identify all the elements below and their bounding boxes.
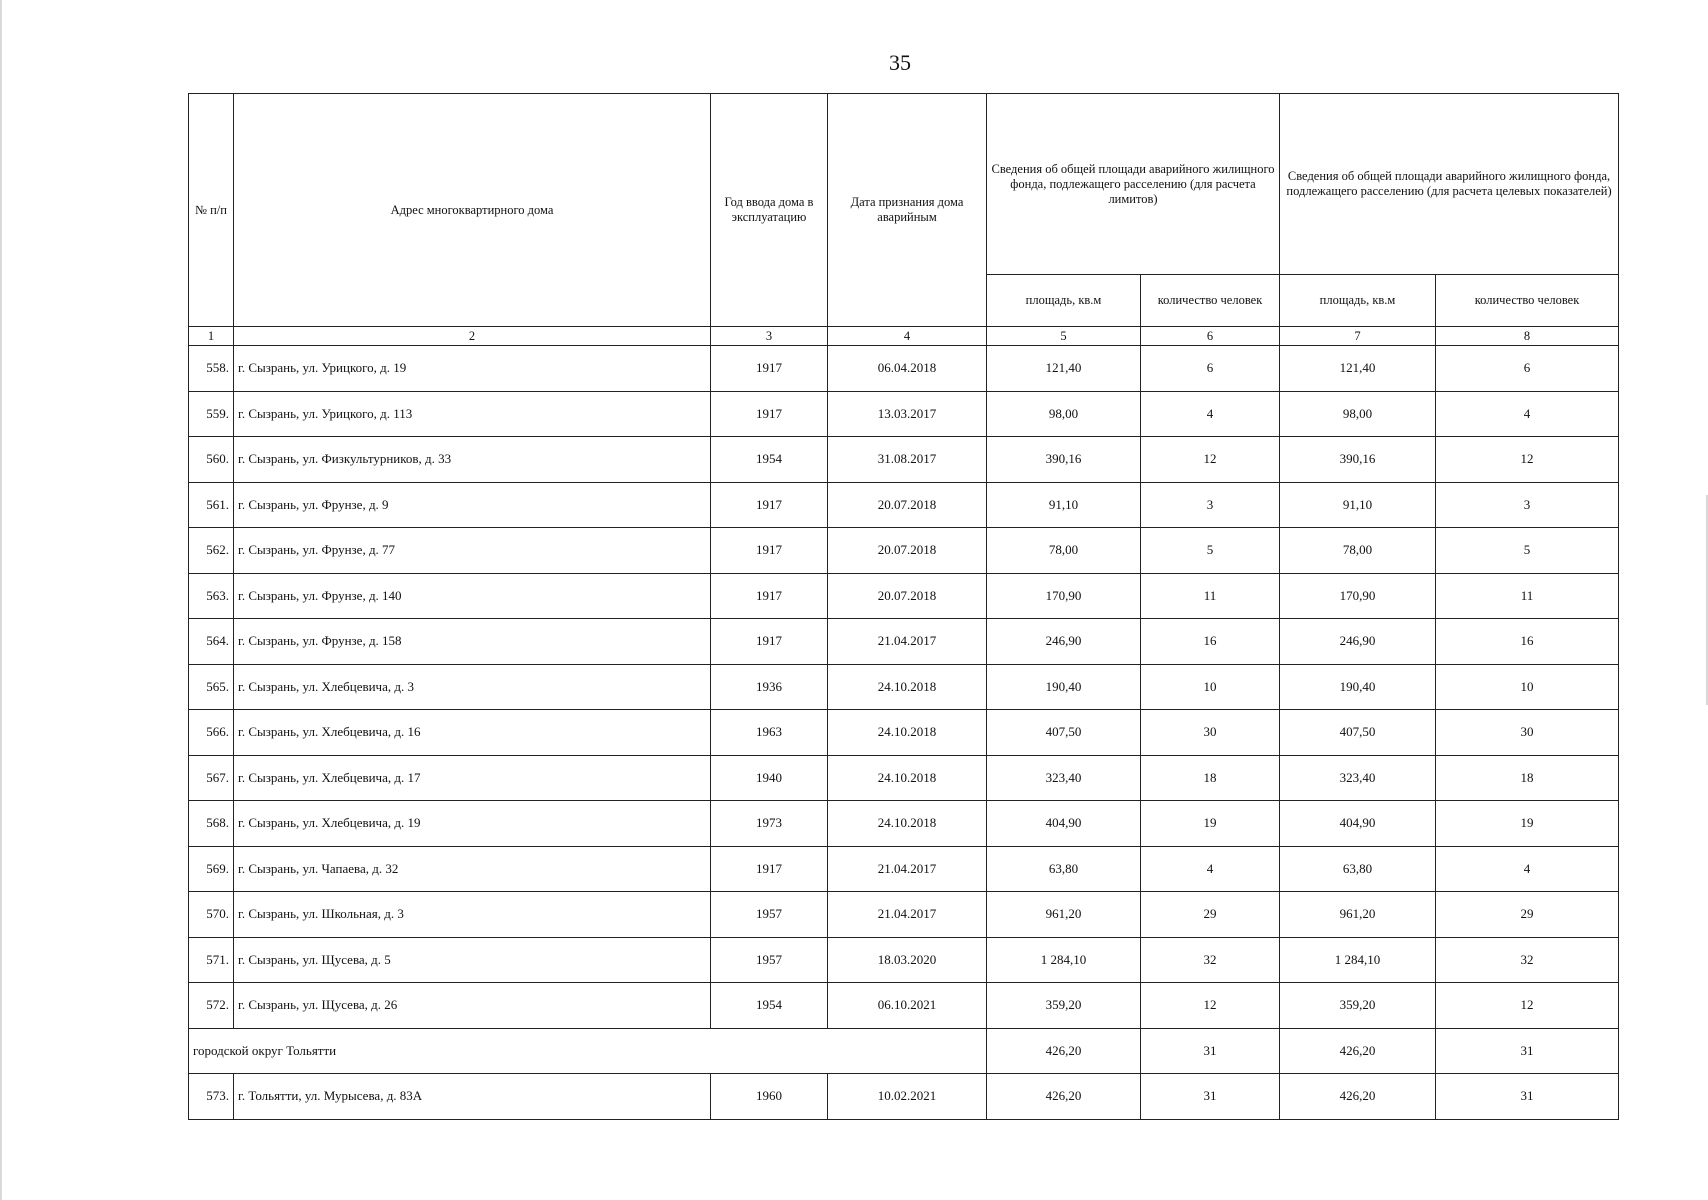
row-people-limits: 30 — [1141, 710, 1280, 756]
row-date: 18.03.2020 — [828, 937, 987, 983]
row-area-limits: 170,90 — [987, 573, 1141, 619]
row-date: 21.04.2017 — [828, 846, 987, 892]
table-row — [189, 573, 1619, 619]
group-row — [189, 1028, 1619, 1074]
row-area-limits: 98,00 — [987, 391, 1141, 437]
scan-edge-left — [0, 0, 2, 1200]
table-row — [189, 755, 1619, 801]
row-people-limits: 3 — [1141, 482, 1280, 528]
row-number: 573. — [189, 1074, 234, 1120]
column-number: 8 — [1436, 327, 1619, 346]
row-area-targets: 426,20 — [1280, 1074, 1436, 1120]
row-area-targets: 961,20 — [1280, 892, 1436, 938]
row-area-targets: 63,80 — [1280, 846, 1436, 892]
table-row — [189, 482, 1619, 528]
table-body — [189, 346, 1619, 1120]
row-area-targets: 390,16 — [1280, 437, 1436, 483]
header-area-targets: площадь, кв.м — [1280, 275, 1436, 327]
row-year: 1957 — [711, 937, 828, 983]
header-year: Год ввода дома в эксплуатацию — [711, 94, 828, 327]
row-number: 572. — [189, 983, 234, 1029]
row-area-targets: 359,20 — [1280, 983, 1436, 1029]
row-people-targets: 4 — [1436, 846, 1619, 892]
row-people-limits: 16 — [1141, 619, 1280, 665]
row-year: 1957 — [711, 892, 828, 938]
table-row — [189, 391, 1619, 437]
row-date: 06.10.2021 — [828, 983, 987, 1029]
row-area-limits: 961,20 — [987, 892, 1141, 938]
header-people-limits: количество человек — [1141, 275, 1280, 327]
row-number: 561. — [189, 482, 234, 528]
row-area-targets: 78,00 — [1280, 528, 1436, 574]
row-area-limits: 190,40 — [987, 664, 1141, 710]
row-date: 13.03.2017 — [828, 391, 987, 437]
row-area-limits: 246,90 — [987, 619, 1141, 665]
row-people-targets: 12 — [1436, 437, 1619, 483]
row-date: 24.10.2018 — [828, 755, 987, 801]
table-row — [189, 846, 1619, 892]
row-area-limits: 91,10 — [987, 482, 1141, 528]
row-area-targets: 404,90 — [1280, 801, 1436, 847]
column-number: 7 — [1280, 327, 1436, 346]
row-area-targets: 170,90 — [1280, 573, 1436, 619]
row-people-targets: 10 — [1436, 664, 1619, 710]
table-row — [189, 892, 1619, 938]
row-people-limits: 5 — [1141, 528, 1280, 574]
row-address: г. Сызрань, ул. Урицкого, д. 113 — [234, 391, 711, 437]
header-group-targets: Сведения об общей площади аварийного жилищного фонда, подлежащего расселению (для расчета целевых показателей) — [1280, 94, 1619, 275]
row-number: 560. — [189, 437, 234, 483]
row-people-targets: 19 — [1436, 801, 1619, 847]
row-area-limits: 323,40 — [987, 755, 1141, 801]
row-number: 569. — [189, 846, 234, 892]
row-people-limits: 19 — [1141, 801, 1280, 847]
row-people-targets: 11 — [1436, 573, 1619, 619]
group-people-limits: 31 — [1141, 1028, 1280, 1074]
row-area-limits: 426,20 — [987, 1074, 1141, 1120]
row-date: 24.10.2018 — [828, 664, 987, 710]
header-address: Адрес многоквартирного дома — [234, 94, 711, 327]
row-area-limits: 121,40 — [987, 346, 1141, 392]
header-people-targets: количество человек — [1436, 275, 1619, 327]
row-date: 20.07.2018 — [828, 528, 987, 574]
header-area-limits: площадь, кв.м — [987, 275, 1141, 327]
row-area-targets: 407,50 — [1280, 710, 1436, 756]
row-number: 570. — [189, 892, 234, 938]
row-address: г. Сызрань, ул. Фрунзе, д. 158 — [234, 619, 711, 665]
row-area-limits: 407,50 — [987, 710, 1141, 756]
row-year: 1940 — [711, 755, 828, 801]
row-address: г. Сызрань, ул. Хлебцевича, д. 16 — [234, 710, 711, 756]
row-people-targets: 30 — [1436, 710, 1619, 756]
row-people-limits: 32 — [1141, 937, 1280, 983]
row-people-targets: 18 — [1436, 755, 1619, 801]
row-year: 1917 — [711, 573, 828, 619]
row-year: 1917 — [711, 619, 828, 665]
row-people-limits: 11 — [1141, 573, 1280, 619]
row-people-limits: 18 — [1141, 755, 1280, 801]
row-area-targets: 323,40 — [1280, 755, 1436, 801]
row-area-targets: 246,90 — [1280, 619, 1436, 665]
table-row — [189, 710, 1619, 756]
row-area-targets: 91,10 — [1280, 482, 1436, 528]
row-people-limits: 4 — [1141, 846, 1280, 892]
row-number: 571. — [189, 937, 234, 983]
row-address: г. Сызрань, ул. Хлебцевича, д. 17 — [234, 755, 711, 801]
row-people-targets: 12 — [1436, 983, 1619, 1029]
row-area-targets: 190,40 — [1280, 664, 1436, 710]
column-number: 1 — [189, 327, 234, 346]
row-number: 564. — [189, 619, 234, 665]
row-number: 563. — [189, 573, 234, 619]
page-number: 35 — [889, 50, 911, 75]
table-row — [189, 801, 1619, 847]
row-year: 1960 — [711, 1074, 828, 1120]
row-year: 1917 — [711, 391, 828, 437]
table-row — [189, 937, 1619, 983]
row-people-targets: 16 — [1436, 619, 1619, 665]
row-year: 1954 — [711, 437, 828, 483]
row-area-limits: 359,20 — [987, 983, 1141, 1029]
row-address: г. Сызрань, ул. Урицкого, д. 19 — [234, 346, 711, 392]
row-address: г. Сызрань, ул. Хлебцевича, д. 19 — [234, 801, 711, 847]
housing-table — [188, 93, 1619, 1120]
row-area-limits: 63,80 — [987, 846, 1141, 892]
row-people-limits: 12 — [1141, 437, 1280, 483]
row-address: г. Сызрань, ул. Фрунзе, д. 140 — [234, 573, 711, 619]
row-address: г. Сызрань, ул. Фрунзе, д. 77 — [234, 528, 711, 574]
row-year: 1917 — [711, 846, 828, 892]
row-people-limits: 4 — [1141, 391, 1280, 437]
row-address: г. Сызрань, ул. Фрунзе, д. 9 — [234, 482, 711, 528]
row-people-targets: 29 — [1436, 892, 1619, 938]
row-date: 31.08.2017 — [828, 437, 987, 483]
row-year: 1936 — [711, 664, 828, 710]
row-people-limits: 31 — [1141, 1074, 1280, 1120]
table-row — [189, 437, 1619, 483]
row-date: 21.04.2017 — [828, 892, 987, 938]
row-area-limits: 78,00 — [987, 528, 1141, 574]
column-number: 3 — [711, 327, 828, 346]
row-people-targets: 5 — [1436, 528, 1619, 574]
row-number: 558. — [189, 346, 234, 392]
group-name: городской округ Тольятти — [189, 1028, 987, 1074]
row-year: 1954 — [711, 983, 828, 1029]
row-number: 567. — [189, 755, 234, 801]
row-people-limits: 12 — [1141, 983, 1280, 1029]
column-number: 6 — [1141, 327, 1280, 346]
group-area-targets: 426,20 — [1280, 1028, 1436, 1074]
row-address: г. Сызрань, ул. Щусева, д. 26 — [234, 983, 711, 1029]
row-address: г. Сызрань, ул. Хлебцевича, д. 3 — [234, 664, 711, 710]
table-row — [189, 528, 1619, 574]
row-area-targets: 98,00 — [1280, 391, 1436, 437]
row-people-limits: 6 — [1141, 346, 1280, 392]
row-people-targets: 6 — [1436, 346, 1619, 392]
row-year: 1917 — [711, 528, 828, 574]
row-year: 1917 — [711, 482, 828, 528]
row-area-targets: 121,40 — [1280, 346, 1436, 392]
row-people-targets: 3 — [1436, 482, 1619, 528]
row-date: 24.10.2018 — [828, 710, 987, 756]
row-date: 10.02.2021 — [828, 1074, 987, 1120]
header-num: № п/п — [189, 94, 234, 327]
group-people-targets: 31 — [1436, 1028, 1619, 1074]
row-year: 1963 — [711, 710, 828, 756]
row-date: 06.04.2018 — [828, 346, 987, 392]
row-number: 568. — [189, 801, 234, 847]
row-people-limits: 29 — [1141, 892, 1280, 938]
table-row — [189, 1074, 1619, 1120]
row-number: 566. — [189, 710, 234, 756]
row-area-limits: 390,16 — [987, 437, 1141, 483]
row-date: 20.07.2018 — [828, 573, 987, 619]
row-date: 20.07.2018 — [828, 482, 987, 528]
row-people-targets: 31 — [1436, 1074, 1619, 1120]
row-number: 565. — [189, 664, 234, 710]
row-address: г. Сызрань, ул. Чапаева, д. 32 — [234, 846, 711, 892]
row-area-limits: 1 284,10 — [987, 937, 1141, 983]
group-area-limits: 426,20 — [987, 1028, 1141, 1074]
row-address: г. Сызрань, ул. Физкультурников, д. 33 — [234, 437, 711, 483]
table-row — [189, 983, 1619, 1029]
header-date: Дата признания дома аварийным — [828, 94, 987, 327]
column-number: 5 — [987, 327, 1141, 346]
table-row — [189, 346, 1619, 392]
row-year: 1917 — [711, 346, 828, 392]
column-number: 4 — [828, 327, 987, 346]
row-date: 21.04.2017 — [828, 619, 987, 665]
row-address: г. Сызрань, ул. Щусева, д. 5 — [234, 937, 711, 983]
column-number: 2 — [234, 327, 711, 346]
row-area-limits: 404,90 — [987, 801, 1141, 847]
row-people-targets: 4 — [1436, 391, 1619, 437]
row-people-limits: 10 — [1141, 664, 1280, 710]
row-address: г. Сызрань, ул. Школьная, д. 3 — [234, 892, 711, 938]
table-row — [189, 664, 1619, 710]
row-area-targets: 1 284,10 — [1280, 937, 1436, 983]
row-number: 562. — [189, 528, 234, 574]
row-address: г. Тольятти, ул. Мурысева, д. 83А — [234, 1074, 711, 1120]
row-year: 1973 — [711, 801, 828, 847]
header-group-limits: Сведения об общей площади аварийного жилищного фонда, подлежащего расселению (для расчета лимитов) — [987, 94, 1280, 275]
table-row — [189, 619, 1619, 665]
row-number: 559. — [189, 391, 234, 437]
row-date: 24.10.2018 — [828, 801, 987, 847]
row-people-targets: 32 — [1436, 937, 1619, 983]
